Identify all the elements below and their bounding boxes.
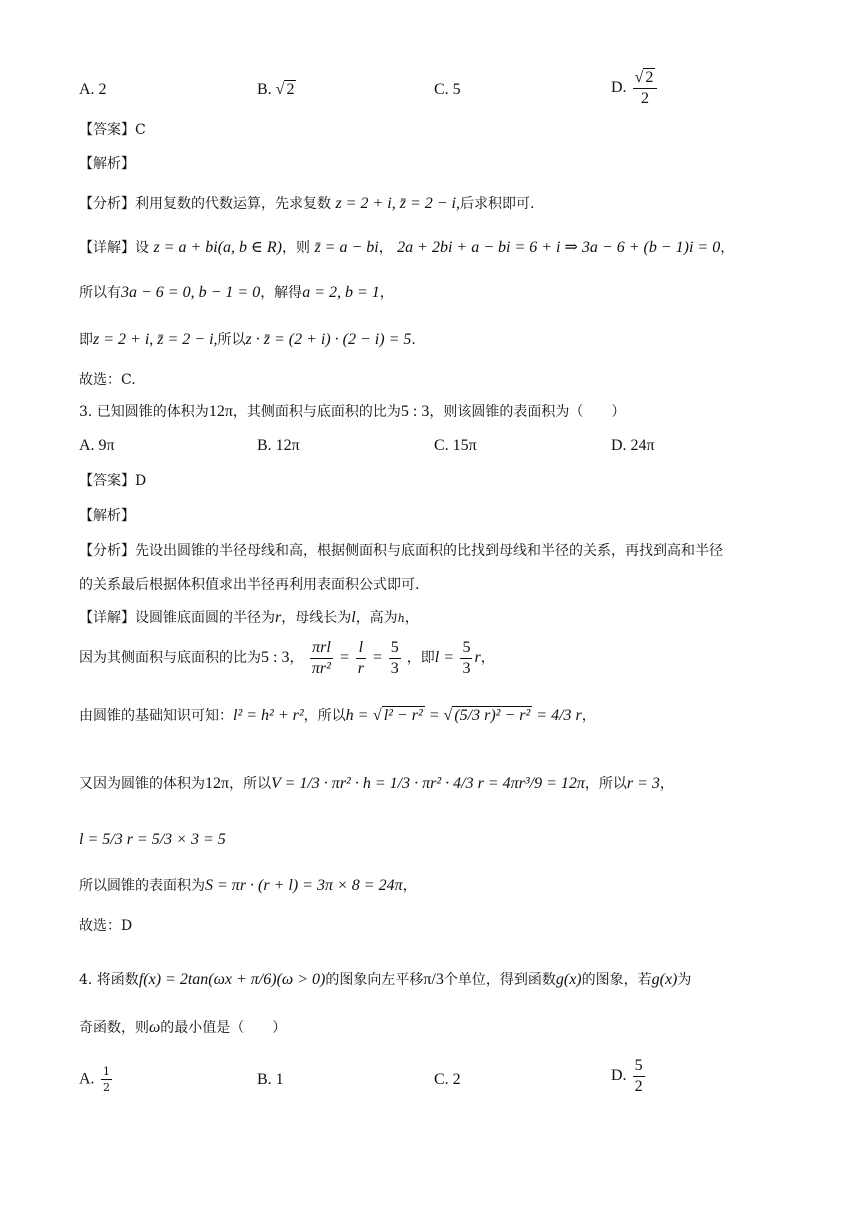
q3-ratio-f2-den: r — [357, 659, 364, 677]
q3-fenxi-line2: 的关系最后根据体积值求出半径再利用表面积公式即可. — [79, 577, 420, 593]
q4-option-b: B. 1 — [257, 1071, 284, 1088]
q3-ratio-line: 因为其侧面积与底面积的比为5 : 3， $\frac{\text{πrl}}{\text{πr²}}$ = $\frac{l}{r}$ = $\frac{5}{3}$ ，即l = $\frac{5}{3}$ r， — [79, 638, 495, 677]
q3-ratio-frac1 — [310, 640, 333, 677]
q2-detail-math2: z̄ = a − bi — [314, 239, 379, 256]
q2-detail-text1: 设 — [135, 240, 149, 256]
q2-option-b-value: 2 — [286, 81, 295, 98]
q3-stem-m2: 5 : 3 — [400, 403, 430, 420]
q3-answer: 【答案】D — [79, 473, 147, 489]
q4-option-d-fraction — [633, 1058, 645, 1095]
q4-option-d-label: D. — [611, 1067, 627, 1085]
q4-stem — [79, 960, 691, 1000]
q3-detail-c: ，高为 — [355, 610, 398, 626]
q3-base-sqrt1: l² − r² — [383, 707, 423, 724]
q3-l-line: l = 5/3 r = 5/3 × 3 = 5 — [79, 831, 226, 848]
q2-option-d-label: D. — [611, 79, 627, 97]
q3-ratio-frac4 — [460, 640, 472, 677]
q3-base-line: 由圆锥的基础知识可知：l² = h² + r²，所以h = √ l² − r² = √ (5/3 r)² − r² = 4/3 r， — [79, 707, 596, 724]
q3-vol-c: ，所以 — [584, 776, 627, 792]
q2-option-d-num: 2 — [645, 69, 654, 86]
q2-fenxi — [79, 194, 534, 214]
q4-option-c: C. 2 — [434, 1071, 461, 1088]
q3-ratio-f2-num: l — [356, 640, 366, 659]
q4-option-a-fraction — [101, 1066, 112, 1093]
q3-ratio-f4-num: 5 — [460, 640, 472, 659]
q3-ratio-f3-den: 3 — [390, 659, 399, 677]
q4-stem-d: 的图象，若 — [581, 972, 652, 988]
q2-line-product — [79, 330, 416, 350]
q3-vol-a: 又因为圆锥的体积为 — [79, 776, 205, 792]
q4-option-a-num: 1 — [103, 1065, 111, 1078]
q4-stem-g2: g(x) — [651, 971, 678, 988]
q2-detail-text4: ， — [720, 240, 735, 256]
q2-line2-text2: ，解得 — [260, 285, 303, 301]
q2-option-a: A. 2 — [79, 81, 107, 98]
q2-option-b — [257, 80, 296, 100]
q2-line2-text3: ， — [379, 285, 394, 301]
q3-surf-b: ， — [402, 878, 417, 894]
q3-surface-line — [79, 876, 417, 896]
q3-ratio-f3-num: 5 — [389, 640, 401, 659]
q3-stem-m1: 12π — [208, 403, 233, 420]
q3-ratio-d: ， — [480, 650, 495, 666]
q2-line-solve — [79, 283, 394, 303]
q3-detail-h: h — [397, 612, 405, 625]
q2-detail-math3: 2a + 2bi + a − bi = 6 + i ⇒ 3a − 6 + (b − 1)i = 0 — [397, 239, 721, 256]
q4-line2-w: ω — [149, 1019, 161, 1036]
q2-line2-math2: a = 2, b = 1 — [302, 284, 380, 301]
q2-detail-text2: ，则 — [282, 240, 310, 256]
q3-option-b: B. 12π — [257, 437, 300, 454]
q3-stem — [79, 402, 625, 422]
q3-ratio-l: l = — [434, 649, 455, 666]
q2-detail-tag: 【详解】 — [79, 240, 135, 256]
q4-option-d-num: 5 — [633, 1058, 645, 1077]
q2-analysis-title: 【解析】 — [79, 156, 135, 172]
q2-option-d — [611, 70, 659, 107]
q3-ratio-frac2 — [356, 640, 366, 677]
q3-analysis-title: 【解析】 — [79, 508, 135, 524]
q2-line3-math1: z = 2 + i, z̄ = 2 − i, — [93, 331, 218, 348]
q2-line3-text3: . — [411, 332, 416, 348]
q3-volume-line — [79, 774, 674, 794]
q4-stem-shift: π/3 — [423, 971, 444, 988]
q2-line2-math1: 3a − 6 = 0, b − 1 = 0 — [121, 284, 261, 301]
q4-option-a-den: 2 — [103, 1081, 111, 1094]
q3-option-d: D. 24π — [611, 437, 655, 454]
q2-line2-text1: 所以有 — [79, 285, 121, 301]
q4-option-d — [611, 1058, 647, 1095]
q3-ratio-r: r — [474, 649, 481, 666]
q3-vol-m3: r = 3 — [626, 775, 660, 792]
q3-base-a: 由圆锥的基础知识可知： — [79, 708, 233, 724]
q3-detail-b: ，母线长为 — [281, 610, 352, 626]
q3-ratio-b: ， — [289, 650, 304, 666]
q2-choice: 故选：C. — [79, 372, 136, 388]
q3-stem-c: ，则该圆锥的表面积为（ ） — [429, 404, 626, 420]
q3-vol-b: ，所以 — [229, 776, 272, 792]
q4-stem-line2 — [79, 1018, 286, 1038]
q3-ratio-a: 因为其侧面积与底面积的比为 — [79, 650, 261, 666]
q3-ratio-f1-den: πr² — [311, 659, 331, 677]
q3-base-m1: l² = h² + r² — [233, 707, 304, 724]
q2-fenxi-tag: 【分析】 — [79, 196, 135, 212]
q3-base-c: ， — [581, 708, 596, 724]
q3-vol-d: ， — [659, 776, 674, 792]
q4-stem-e: 为 — [677, 972, 692, 988]
q2-detail — [79, 238, 734, 258]
q3-vol-m2: V = 1/3 · πr² · h = 1/3 · πr² · 4/3 r = 4πr³/9 = 12π — [271, 775, 585, 792]
q2-line3-text1: 即 — [79, 332, 93, 348]
q3-base-b: ，所以 — [303, 708, 346, 724]
q2-line3-text2: 所以 — [217, 332, 246, 348]
q4-option-a — [79, 1066, 114, 1093]
q3-option-c: C. 15π — [434, 437, 477, 454]
q3-fenxi-line1: 【分析】先设出圆锥的半径母线和高，根据侧面积与底面积的比找到母线和半径的关系，再找到高和半径 — [79, 543, 723, 559]
q3-ratio-m: 5 : 3 — [261, 649, 290, 666]
q2-fenxi-tail: 后求积即可. — [459, 196, 535, 212]
q3-detail-r: r — [275, 609, 282, 626]
q2-detail-math1: z = a + bi(a, b ∈ R) — [153, 239, 282, 256]
q3-base-res: 4/3 r — [551, 707, 582, 724]
q3-detail — [79, 608, 419, 629]
q3-stem-a: 3. 已知圆锥的体积为 — [79, 404, 209, 420]
q4-stem-b: 的图象向左平移 — [325, 972, 424, 988]
q2-option-b-label: B. — [257, 81, 272, 98]
q3-detail-d: ， — [404, 610, 419, 626]
q2-option-c: C. 5 — [434, 81, 461, 98]
q2-fenxi-text: 利用复数的代数运算，先求复数 — [135, 196, 331, 212]
q2-line3-math2: z · z̄ = (2 + i) · (2 − i) = 5 — [245, 331, 412, 348]
sqrt-symbol: √ — [275, 81, 285, 98]
q3-surf-m: S = πr · (r + l) = 3π × 8 = 24π — [205, 877, 403, 894]
q3-ratio-f4-den: 3 — [462, 659, 471, 677]
q4-stem-g: g(x) — [555, 971, 582, 988]
q3-base-h: h = — [345, 707, 369, 724]
q4-option-a-label: A. — [79, 1070, 95, 1088]
q2-fenxi-math: z = 2 + i, z̄ = 2 − i, — [335, 195, 460, 212]
q4-line2-b: 的最小值是（ ） — [160, 1020, 287, 1036]
q4-line2-a: 奇函数，则 — [79, 1020, 149, 1036]
q3-ratio-frac3 — [389, 640, 401, 677]
q3-option-a: A. 9π — [79, 437, 115, 454]
q4-stem-a: 4. 将函数 — [79, 972, 139, 988]
q3-choice: 故选：D — [79, 918, 133, 934]
q2-detail-text3: ， — [378, 240, 393, 256]
q3-detail-a: 【详解】设圆锥底面圆的半径为 — [79, 610, 275, 626]
q3-surf-a: 所以圆锥的表面积为 — [79, 878, 205, 894]
q2-option-d-fraction: $\frac{√ 2}{2}$ — [633, 70, 658, 107]
q2-option-d-den: 2 — [640, 90, 649, 107]
q3-stem-b: ，其侧面积与底面积的比为 — [232, 404, 401, 420]
q4-stem-fn: f(x) = 2tan(ωx + π/6)(ω > 0) — [138, 971, 326, 988]
q3-ratio-f1-num: πrl — [310, 640, 333, 659]
q4-stem-c: 个单位，得到函数 — [443, 972, 556, 988]
q3-ratio-c: ，即 — [406, 650, 435, 666]
q3-base-sqrt2: (5/3 r)² − r² — [454, 707, 531, 724]
q3-vol-m1: 12π — [205, 775, 230, 792]
q3-detail-l: l — [351, 609, 356, 626]
q4-option-d-den: 2 — [634, 1078, 643, 1095]
q2-answer: 【答案】C — [79, 122, 146, 138]
